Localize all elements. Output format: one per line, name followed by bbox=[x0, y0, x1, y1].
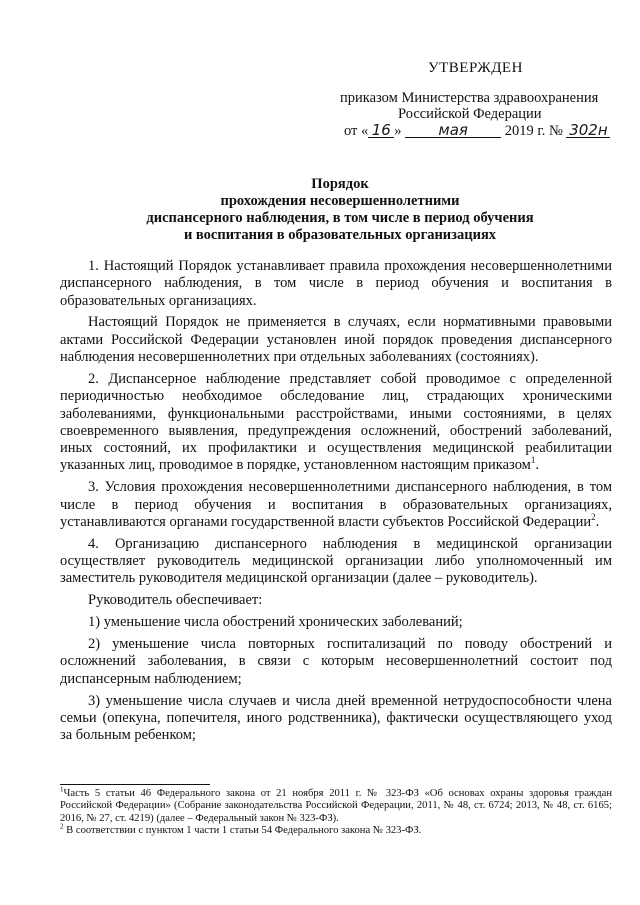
list-item-3: 3) уменьшение числа случаев и числа дней временной нетрудоспособности члена семьи (опекуна, попечителя, иного родственника), фактически осуществляющего уход за больным ребенком; bbox=[60, 692, 612, 744]
footnote-ref-1: 1 bbox=[530, 455, 536, 466]
date-month: мая bbox=[405, 123, 501, 138]
paragraph-3-end: . bbox=[535, 457, 539, 474]
footnote-divider bbox=[60, 784, 210, 785]
title-line-4: и воспитания в образовательных организациях bbox=[183, 227, 497, 243]
title-line-3: диспансерного наблюдения, в том числе в период обучения bbox=[146, 210, 534, 226]
paragraph-3-text: 2. Диспансерное наблюдение представляет собой проводимое с определенной периодичностью необходимое обследование лиц, страдающих хроническими заболеваниями, функциональными расстройствами, иными состояниями, в целях своевременного выявления, предупреждения осложнений, обострений заболеваний, иных состояний, их профилактики и осуществления медицинской реабилитации указанных лиц, проводимое в порядке, установленном настоящим приказом bbox=[60, 370, 612, 474]
date-year: 2019 г. № bbox=[504, 123, 563, 139]
paragraph-4-text: 3. Условия прохождения несовершеннолетними диспансерного наблюдения, в том числе в период обучения и воспитания в образовательных организациях, устанавливаются органами государственной власти субъектов Российской Федерации bbox=[60, 479, 612, 530]
approval-line-1: приказом Министерства здравоохранения bbox=[340, 90, 599, 106]
footnote-1 bbox=[60, 785, 612, 825]
list-item-1: 1) уменьшение числа обострений хронических заболеваний; bbox=[88, 614, 463, 631]
approval-date-line bbox=[344, 123, 610, 140]
paragraph-2: Настоящий Порядок не применяется в случаях, если нормативными правовыми актами Российской Федерации установлен иной порядок проведения диспансерного наблюдения несовершеннолетних при отдельных заболеваниях (состояниях). bbox=[60, 314, 612, 366]
document-body bbox=[60, 258, 612, 749]
document-title bbox=[60, 176, 620, 244]
approval-heading: УТВЕРЖДЕН bbox=[428, 60, 523, 76]
footnote-2-mark: 2 bbox=[60, 822, 64, 831]
list-item-2: 2) уменьшение числа повторных госпитализаций по поводу обострений и осложнений заболевания, в связи с которым несовершеннолетний состоит под диспансерным наблюдением; bbox=[60, 636, 612, 687]
footnote-1-text: Часть 5 статьи 46 Федерального закона от 21 ноября 2011 г. № 323-ФЗ «Об основах охраны здоровья граждан Российской Федерации» (Собрание законодательства Российской Федерации, 2011, № 48, ст. 6724; 2013, № 48, ст. 6165; 2016, № 27, ст. 4219) (далее – Федеральный закон № 323-ФЗ). bbox=[60, 788, 612, 824]
paragraph-4-end: . bbox=[595, 513, 600, 530]
approval-line-2: Российской Федерации bbox=[398, 106, 542, 122]
footnote-2 bbox=[60, 822, 612, 837]
footnote-ref-2: 2 bbox=[591, 512, 596, 523]
title-line-2: прохождения несовершеннолетними bbox=[220, 193, 460, 209]
paragraph-5: 4. Организацию диспансерного наблюдения в медицинской организации осуществляет руководитель медицинской организации либо уполномоченный им заместитель руководителя медицинской организации (далее – руководитель). bbox=[60, 535, 612, 587]
footnote-2-text: В соответствии с пунктом 1 части 1 статьи 54 Федерального закона № 323-ФЗ. bbox=[66, 824, 422, 836]
paragraph-1: 1. Настоящий Порядок устанавливает правила прохождения несовершеннолетними диспансерного наблюдения, в том числе в период обучения и воспитания в образовательных организациях. bbox=[60, 258, 612, 309]
title-line-1: Порядок bbox=[311, 176, 369, 192]
date-day: 16 bbox=[368, 123, 394, 138]
footnotes bbox=[60, 785, 612, 837]
footnote-1-mark: 1 bbox=[60, 785, 64, 794]
date-mid: » bbox=[394, 123, 402, 139]
order-number: 302н bbox=[566, 123, 610, 138]
paragraph-6: Руководитель обеспечивает: bbox=[88, 592, 263, 609]
date-prefix: от « bbox=[344, 123, 369, 139]
paragraph-3 bbox=[60, 371, 612, 475]
paragraph-4 bbox=[60, 479, 612, 531]
